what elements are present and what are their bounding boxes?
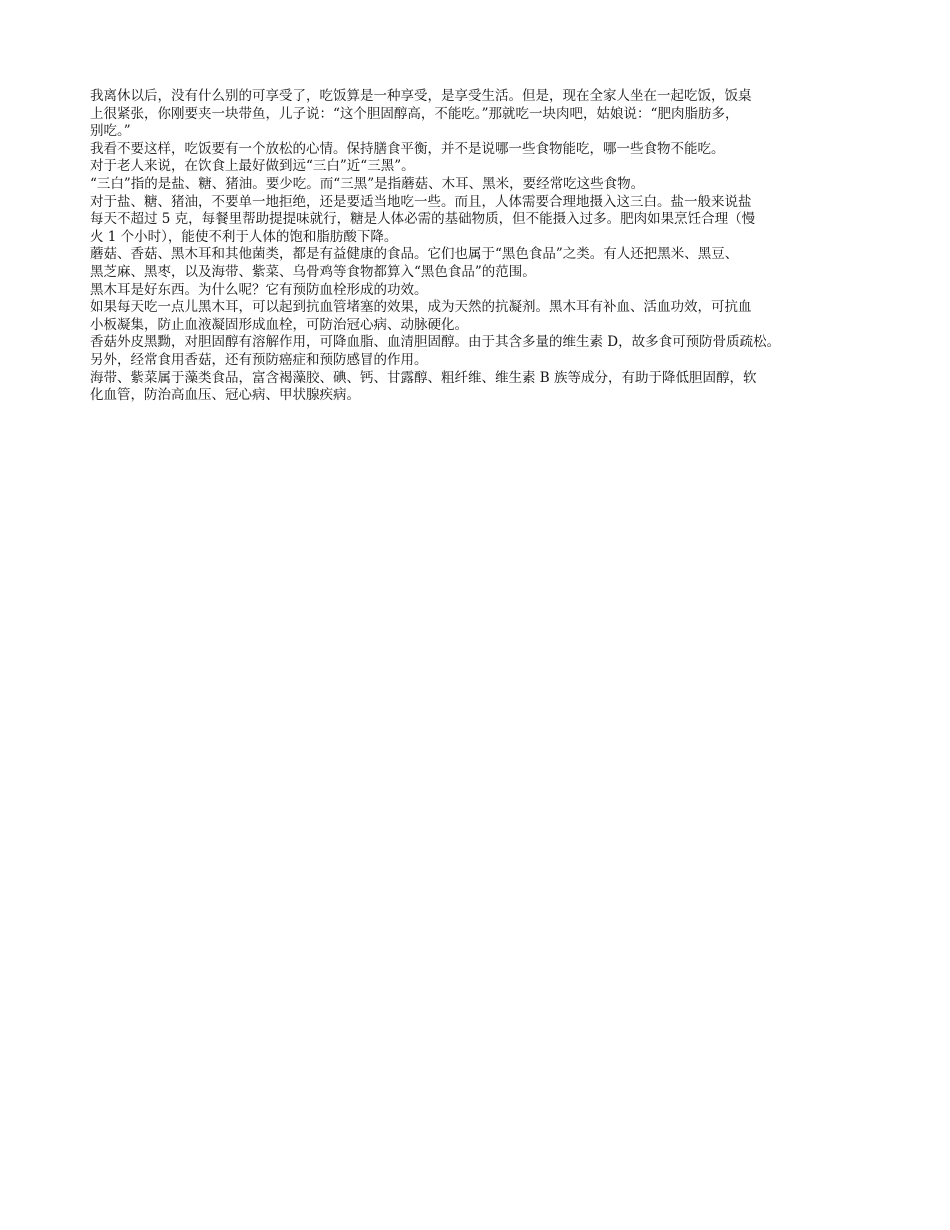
paragraph-6: 蘑菇、香菇、黑木耳和其他菌类，都是有益健康的食品。它们也属于“黑色食品”之类。有人还把黑米、黑豆、 黑芝麻、黑枣，以及海带、紫菜、乌骨鸡等食物都算入“黑色食品”的范围。: [90, 246, 739, 280]
paragraph-1: 我离休以后，没有什么别的可享受了，吃饭算是一种享受，是享受生活。但是，现在全家人坐在一起吃饭，饭桌 上很紧张，你刚要夹一块带鱼，儿子说：“这个胆固醇高，不能吃。”那就吃一块肉吧，姑娘说：“肥肉脂肪多， 别吃。”: [90, 88, 752, 140]
paragraph-5: 对于盐、糖、猪油，不要单一地拒绝，还是要适当地吃一些。而且，人体需要合理地摄入这三白。盐一般来说盐 每天不超过 5 克，每餐里帮助提提味就行，糖是人体必需的基础物质，但不能摄入过多。肥肉如果烹饪合理（慢 火 1 个小时），能使不利于人体的饱和脂肪酸下降。: [90, 193, 756, 245]
paragraph-4: “三白”指的是盐、糖、猪油。要少吃。而“三黑”是指蘑菇、木耳、黑米，要经常吃这些食物。: [90, 175, 645, 192]
paragraph-3: 对于老人来说，在饮食上最好做到远“三白”近“三黑”。: [90, 158, 415, 175]
paragraph-8: 如果每天吃一点儿黑木耳，可以起到抗血管堵塞的效果，成为天然的抗凝剂。黑木耳有补血、活血功效，可抗血 小板凝集，防止血液凝固形成血栓，可防治冠心病、动脉硬化。: [90, 299, 752, 333]
document-body: [90, 88, 880, 405]
paragraph-2: 我看不要这样，吃饭要有一个放松的心情。保持膳食平衡，并不是说哪一些食物能吃，哪一些食物不能吃。: [90, 140, 725, 157]
paragraph-7: 黑木耳是好东西。为什么呢？它有预防血栓形成的功效。: [90, 281, 428, 298]
paragraph-10: 另外，经常食用香菇，还有预防癌症和预防感冒的作用。: [90, 351, 428, 368]
paragraph-11: 海带、紫菜属于藻类食品，富含褐藻胶、碘、钙、甘露醇、粗纤维、维生素 B 族等成分，有助于降低胆固醇，软 化血管，防治高血压、冠心病、甲状腺疾病。: [90, 369, 757, 404]
paragraph-9: 香菇外皮黑黝，对胆固醇有溶解作用，可降血脂、血清胆固醇。由于其含多量的维生素 D，故多食可预防骨质疏松。: [90, 334, 781, 351]
